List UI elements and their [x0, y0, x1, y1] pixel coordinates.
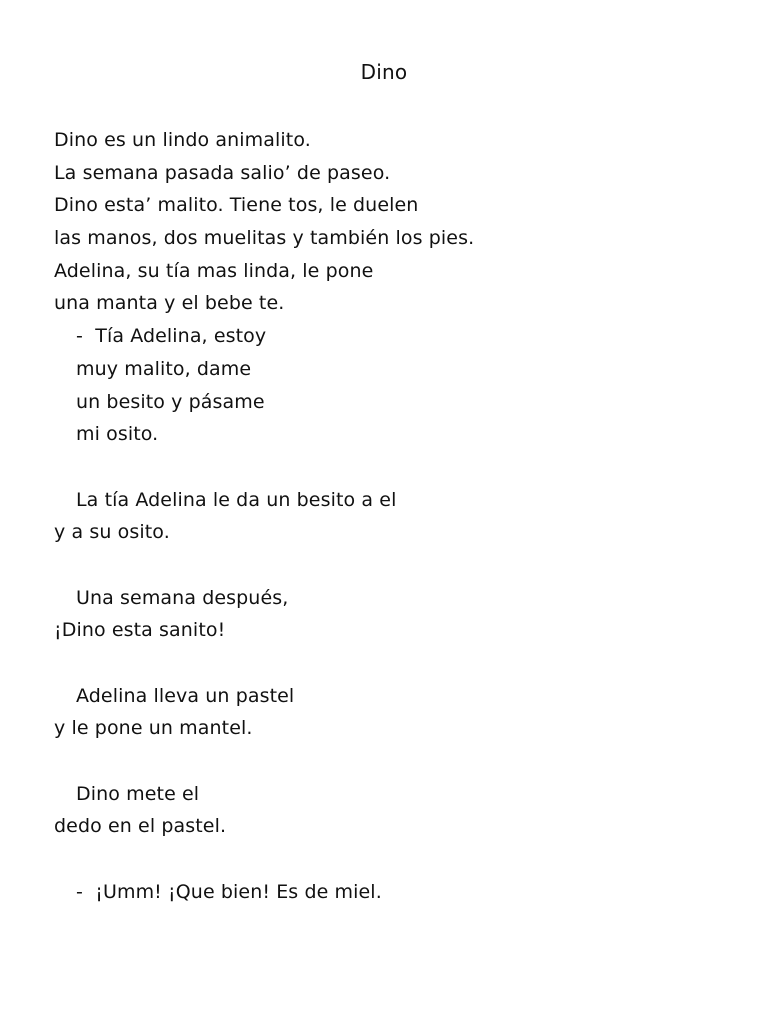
story-line: Dino es un lindo animalito. [54, 129, 311, 151]
blank-line [54, 843, 734, 876]
dialogue-line: un besito y pásame [76, 390, 265, 413]
story-line: y le pone un mantel. [54, 717, 253, 740]
blank-line [54, 451, 734, 484]
story-body [54, 124, 734, 909]
blank-line [54, 549, 734, 582]
dialogue-line: - Tía Adelina, estoy [76, 325, 267, 348]
story-line: Una semana después, [76, 586, 289, 609]
story-line: ¡Dino esta sanito! [54, 619, 226, 642]
story-line: las manos, dos muelitas y también los pies. [54, 227, 475, 250]
story-line: La semana pasada salio’ de paseo. [54, 161, 391, 184]
story-line: una manta y el bebe te. [54, 292, 285, 315]
dialogue-line: mi osito. [76, 423, 159, 446]
document-title: Dino [360, 60, 408, 84]
story-line: Dino mete el [76, 782, 200, 805]
dialogue-line: muy malito, dame [76, 357, 252, 380]
story-line: Adelina, su tía mas linda, le pone [54, 259, 374, 282]
blank-line [54, 647, 734, 680]
dialogue-line: - ¡Umm! ¡Que bien! Es de miel. [76, 880, 382, 903]
story-line: dedo en el pastel. [54, 815, 227, 838]
story-line: Adelina lleva un pastel [76, 684, 295, 707]
story-line: La tía Adelina le da un besito a el [76, 488, 397, 511]
story-line: Dino esta’ malito. Tiene tos, le duelen [54, 194, 419, 217]
blank-line [54, 745, 734, 778]
story-line: y a su osito. [54, 521, 170, 544]
